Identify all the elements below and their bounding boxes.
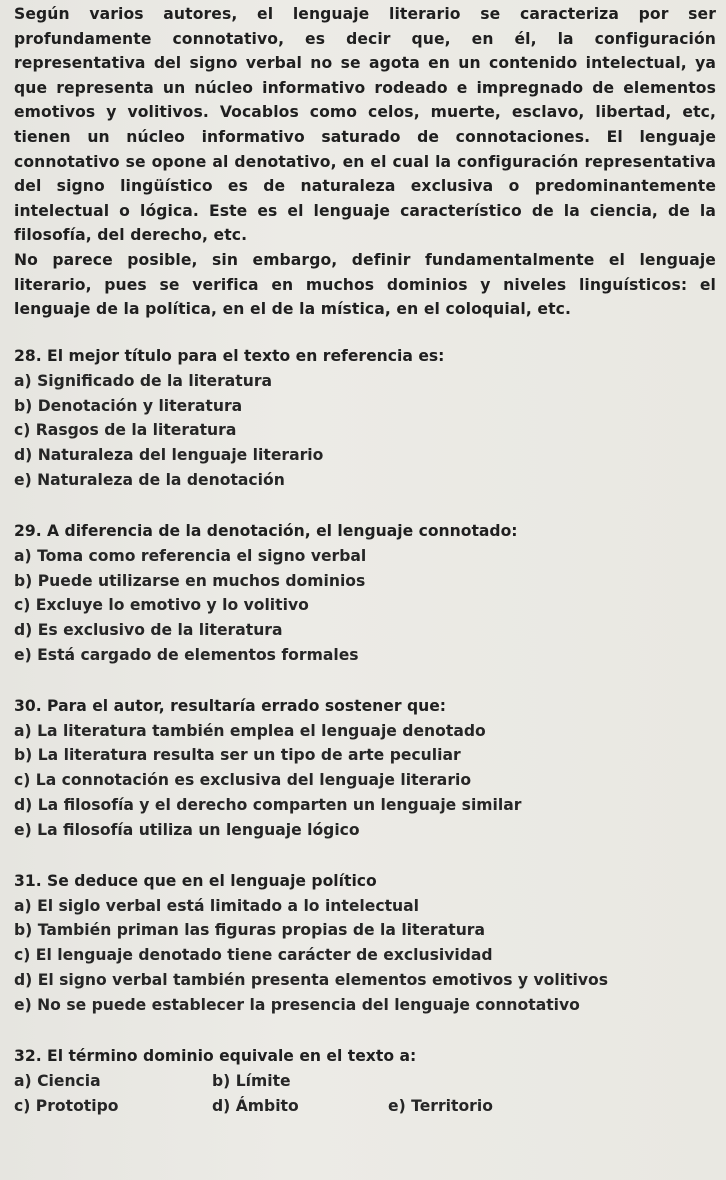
option-d: d) La filosofía y el derecho comparten un lenguaje similar <box>14 796 522 815</box>
option-e: e) La filosofía utiliza un lenguaje lógico <box>14 820 360 839</box>
options-row-1 <box>14 1069 716 1094</box>
option-a: a) La literatura también emplea el lenguaje denotado <box>14 721 486 740</box>
question-title: 31. Se deduce que en el lenguaje político <box>14 871 377 890</box>
option-a: a) El siglo verbal está limitado a lo intelectual <box>14 896 420 915</box>
option-d: d) Es exclusivo de la literatura <box>14 621 283 640</box>
question-30 <box>14 694 716 843</box>
option-e: e) Territorio <box>388 1096 493 1115</box>
question-29 <box>14 519 716 668</box>
option-e: e) No se puede establecer la presencia del lenguaje connotativo <box>14 995 580 1014</box>
passage-paragraph-2: No parece posible, sin embargo, definir fundamentalmente el lenguaje literario, pues se verifica en muchos dominios y niveles linguísticos: el lenguaje de la política, en el de la mística, en el coloquial, etc. <box>14 250 716 319</box>
question-31 <box>14 869 716 1018</box>
option-d: d) Naturaleza del lenguaje literario <box>14 446 324 465</box>
question-title: 29. A diferencia de la denotación, el lenguaje connotado: <box>14 521 518 540</box>
question-28 <box>14 344 716 493</box>
option-a: a) Toma como referencia el signo verbal <box>14 546 367 565</box>
question-title: 30. Para el autor, resultaría errado sostener que: <box>14 696 447 715</box>
option-b: b) La literatura resulta ser un tipo de arte peculiar <box>14 746 461 765</box>
option-e: e) Naturaleza de la denotación <box>14 470 285 489</box>
option-b: b) Denotación y literatura <box>14 396 243 415</box>
option-d: d) Ámbito <box>212 1096 299 1115</box>
option-c: c) Rasgos de la literatura <box>14 421 237 440</box>
passage-paragraph-1: Según varios autores, el lenguaje literario se caracteriza por ser profundamente connotativo, es decir que, en él, la configuración representativa del signo verbal no se agota en un contenido intelectual, ya que representa un núcleo informativo rodeado e impregnado de elementos emotivos y volitivos. Vocablos como celos, muerte, esclavo, libertad, etc, tienen un núcleo informativo saturado de connotaciones. El lenguaje connotativo se opone al denotativo, en el cual la configuración representativa del signo lingüístico es de naturaleza exclusiva o predominantemente intelectual o lógica. Este es el lenguaje característico de la ciencia, de la filosofía, del derecho, etc. <box>14 5 716 245</box>
question-title: 28. El mejor título para el texto en referencia es: <box>14 346 445 365</box>
options-row-2 <box>14 1094 716 1119</box>
option-c: c) Excluye lo emotivo y lo volitivo <box>14 596 309 615</box>
question-32 <box>14 1044 716 1119</box>
option-c: c) El lenguaje denotado tiene carácter de exclusividad <box>14 946 493 965</box>
option-a: a) Significado de la literatura <box>14 371 273 390</box>
option-b: b) También priman las figuras propias de la literatura <box>14 921 486 940</box>
option-c: c) La connotación es exclusiva del lenguaje literario <box>14 771 472 790</box>
option-c: c) Prototipo <box>14 1096 119 1115</box>
option-b: b) Puede utilizarse en muchos dominios <box>14 571 366 590</box>
option-b: b) Límite <box>212 1071 291 1090</box>
option-a: a) Ciencia <box>14 1071 101 1090</box>
question-title: 32. El término dominio equivale en el texto a: <box>14 1046 417 1065</box>
option-e: e) Está cargado de elementos formales <box>14 645 359 664</box>
option-d: d) El signo verbal también presenta elementos emotivos y volitivos <box>14 971 609 990</box>
